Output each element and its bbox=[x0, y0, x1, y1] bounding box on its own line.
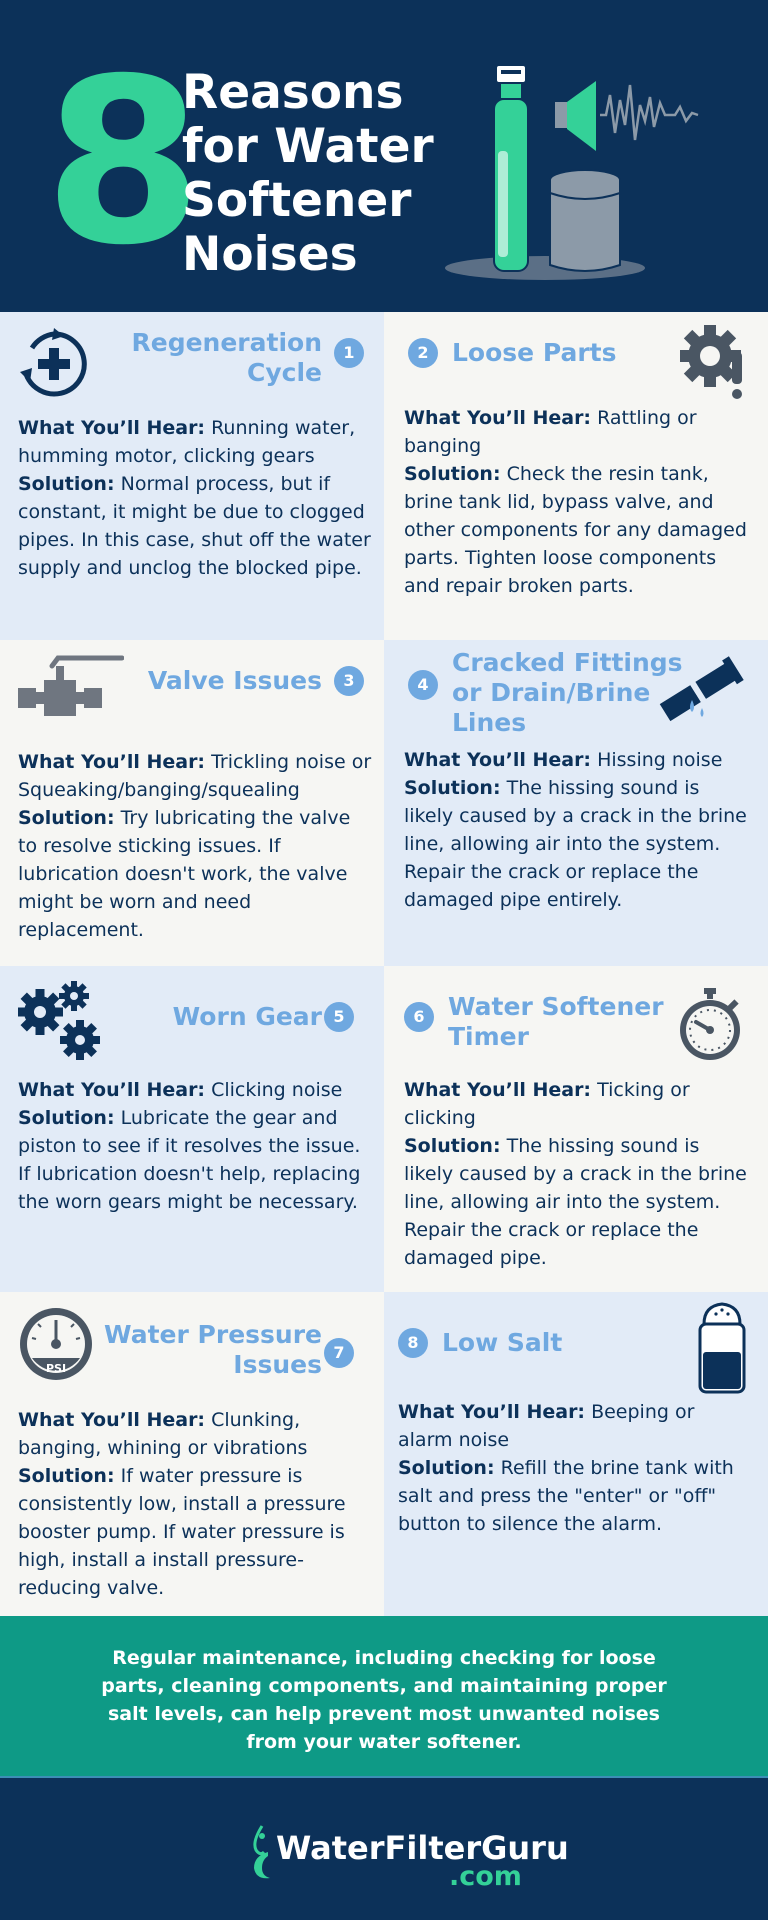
water-softener-noise-illustration bbox=[440, 55, 710, 290]
reason-details bbox=[404, 404, 754, 600]
gauge-label: PSI bbox=[45, 1362, 67, 1375]
reason-title-line: Cycle bbox=[247, 358, 322, 387]
reason-title-line: Water Softener bbox=[448, 992, 664, 1021]
reason-number-badge: 8 bbox=[398, 1328, 428, 1358]
hear-text: Beeping or alarm noise bbox=[398, 1401, 695, 1451]
reason-title bbox=[104, 1320, 322, 1380]
brand-footer bbox=[0, 1778, 768, 1920]
reason-title bbox=[442, 1328, 562, 1358]
reason-title-line: Lines bbox=[452, 708, 527, 737]
hear-label: What You’ll Hear: bbox=[18, 417, 206, 439]
solution-label: Solution: bbox=[404, 1135, 501, 1157]
reason-title bbox=[173, 1002, 322, 1032]
hear-label: What You’ll Hear: bbox=[18, 1079, 206, 1101]
reason-count: 8 bbox=[44, 29, 199, 295]
hear-text: Ticking or clicking bbox=[404, 1079, 690, 1129]
title-line: Noises bbox=[182, 227, 358, 282]
hear-text: Clunking, banging, whining or vibrations bbox=[18, 1409, 308, 1459]
gear-warning-icon bbox=[680, 322, 750, 402]
reason-card-regeneration-cycle bbox=[0, 312, 384, 640]
reason-details bbox=[18, 414, 372, 582]
reason-card-valve-issues bbox=[0, 640, 384, 966]
hear-label: What You’ll Hear: bbox=[404, 407, 592, 429]
page-title bbox=[182, 66, 452, 282]
reason-details bbox=[18, 1406, 372, 1602]
reason-title-line: Loose Parts bbox=[452, 338, 617, 367]
reason-number-badge: 1 bbox=[334, 338, 364, 368]
cracked-pipe-icon bbox=[656, 656, 746, 722]
solution-label: Solution: bbox=[18, 473, 115, 495]
reason-title bbox=[148, 666, 322, 696]
reason-title-line: Water Pressure bbox=[104, 1320, 322, 1349]
title-line: for Water bbox=[182, 119, 434, 174]
hear-text: Clicking noise bbox=[211, 1079, 343, 1101]
reason-title-line: Low Salt bbox=[442, 1328, 563, 1357]
hear-text: Rattling or banging bbox=[404, 407, 697, 457]
reason-card-water-softener-timer bbox=[384, 966, 768, 1292]
brand-domain: .com bbox=[449, 1861, 522, 1892]
solution-text: The hissing sound is likely caused by a crack in the brine line, allowing air into the system. Repair the crack or replace the damaged pipe entirely. bbox=[404, 777, 747, 911]
solution-text: Refill the brine tank with salt and press the "enter" or "off" button to silence the alarm. bbox=[398, 1457, 734, 1535]
reason-number-badge: 6 bbox=[404, 1002, 434, 1032]
reason-details bbox=[404, 1076, 754, 1272]
reason-title bbox=[452, 338, 617, 368]
solution-text: If water pressure is consistently low, install a pressure booster pump. If water pressure is high, install a install pressure-reducing valve. bbox=[18, 1465, 346, 1599]
reason-details bbox=[18, 748, 372, 944]
hear-label: What You’ll Hear: bbox=[18, 1409, 206, 1431]
reason-card-low-salt bbox=[384, 1292, 768, 1616]
stopwatch-icon bbox=[674, 986, 746, 1062]
solution-label: Solution: bbox=[18, 1107, 115, 1129]
reason-card-cracked-fittings bbox=[384, 640, 768, 966]
solution-text: Try lubricating the valve to resolve sticking issues. If lubrication doesn't work, the valve might be worn and need replacement. bbox=[18, 807, 351, 941]
reason-details bbox=[404, 746, 754, 914]
solution-text: Normal process, but if constant, it might be due to clogged pipes. In this case, shut off the water supply and unclog the blocked pipe. bbox=[18, 473, 371, 579]
reason-number-badge: 7 bbox=[324, 1338, 354, 1368]
reason-title-line: Regeneration bbox=[131, 328, 322, 357]
solution-label: Solution: bbox=[18, 807, 115, 829]
solution-label: Solution: bbox=[404, 777, 501, 799]
hear-label: What You’ll Hear: bbox=[398, 1401, 586, 1423]
solution-label: Solution: bbox=[404, 463, 501, 485]
hear-label: What You’ll Hear: bbox=[404, 749, 592, 771]
hear-label: What You’ll Hear: bbox=[404, 1079, 592, 1101]
circular-plus-icon bbox=[18, 328, 90, 400]
reason-title bbox=[452, 648, 683, 738]
reason-number-badge: 2 bbox=[408, 338, 438, 368]
reason-details bbox=[18, 1076, 372, 1216]
salt-shaker-icon bbox=[694, 1300, 750, 1396]
gears-icon bbox=[18, 980, 108, 1064]
reason-card-loose-parts bbox=[384, 312, 768, 640]
solution-text: The hissing sound is likely caused by a crack in the brine line, allowing air into the system. Repair the crack or replace the damaged pipe. bbox=[404, 1135, 747, 1269]
reason-card-water-pressure bbox=[0, 1292, 384, 1616]
solution-label: Solution: bbox=[398, 1457, 495, 1479]
reason-title bbox=[131, 328, 322, 388]
hear-text: Running water, humming motor, clicking gears bbox=[18, 417, 356, 467]
solution-label: Solution: bbox=[18, 1465, 115, 1487]
reason-title bbox=[448, 992, 664, 1052]
reason-number-badge: 5 bbox=[324, 1002, 354, 1032]
hear-label: What You’ll Hear: bbox=[18, 751, 206, 773]
brand-name: WaterFilterGuru bbox=[276, 1829, 569, 1867]
reason-title-line: Issues bbox=[233, 1350, 322, 1379]
maintenance-note-banner bbox=[0, 1616, 768, 1776]
header-banner bbox=[0, 0, 768, 312]
reason-number-badge: 3 bbox=[334, 666, 364, 696]
reason-title-line: Valve Issues bbox=[147, 666, 322, 695]
hear-text: Hissing noise bbox=[597, 749, 723, 771]
solution-text: Check the resin tank, brine tank lid, bypass valve, and other components for any damaged parts. Tighten loose components and repair broken parts. bbox=[404, 463, 747, 597]
reason-title-line: Cracked Fittings bbox=[452, 648, 683, 677]
title-line: Softener bbox=[182, 173, 412, 228]
solution-text: Lubricate the gear and piston to see if it resolves the issue. If lubrication doesn't help, replacing the worn gears might be necessary. bbox=[18, 1107, 361, 1213]
reason-details bbox=[398, 1398, 754, 1538]
maintenance-note: Regular maintenance, including checking for loose parts, cleaning components, and maintaining proper salt levels, can help prevent most unwanted noises from your water softener. bbox=[101, 1647, 667, 1753]
reason-number-badge: 4 bbox=[408, 670, 438, 700]
hear-text: Trickling noise or Squeaking/banging/squealing bbox=[18, 751, 372, 801]
reason-title-line: Timer bbox=[448, 1022, 529, 1051]
pressure-gauge-icon bbox=[18, 1306, 94, 1382]
reason-title-line: or Drain/Brine bbox=[452, 678, 651, 707]
reason-title-line: Worn Gear bbox=[172, 1002, 322, 1031]
title-line: Reasons bbox=[182, 65, 404, 120]
reason-card-worn-gear bbox=[0, 966, 384, 1292]
valve-icon bbox=[18, 654, 124, 716]
